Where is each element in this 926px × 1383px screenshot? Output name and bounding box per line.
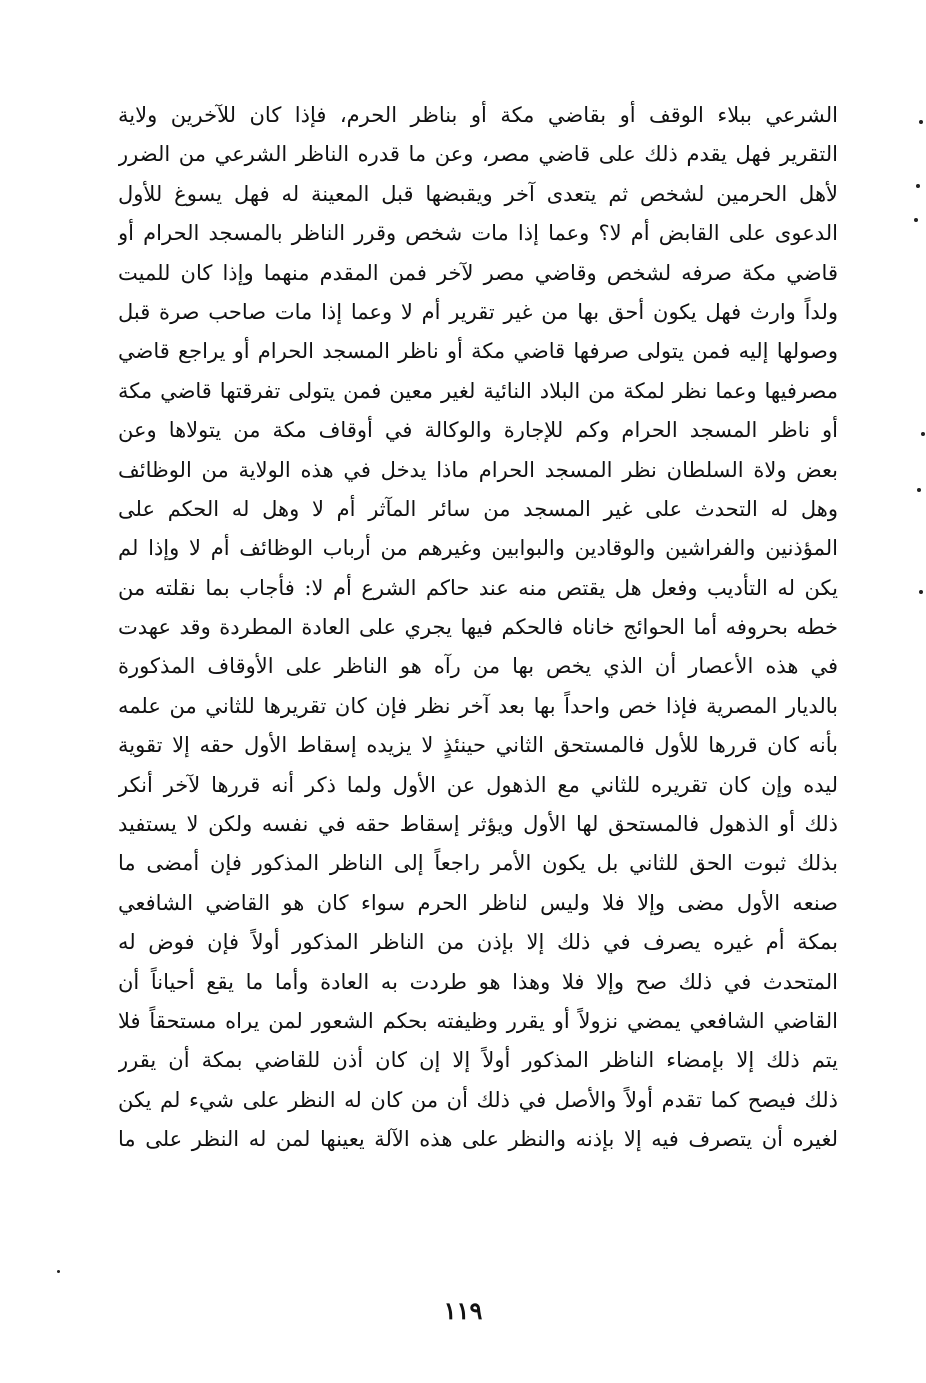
text-line: ذلك أو الذهول فالمستحق لها الأول ويؤثر إسقاط حقه في نفسه ولكن لا يستفيد <box>118 812 838 837</box>
text-line: بمكة أم غيره يصرف في ذلك إلا بإذن من الناظر المذكور أولاً فإن فوض له <box>118 930 838 955</box>
text-line: بعض ولاة السلطان نظر المسجد الحرام ماذا يدخل في هذه الولاية من الوظائف <box>118 457 838 482</box>
text-line: يكن له التأديب وفعل هل يقتص منه عند حاكم الشرع أم لا: فأجاب بما نقلته من <box>118 575 838 600</box>
text-line: المؤذنين والفراشين والوقادين والبوابين وغيرهم من أرباب الوظائف أم لا وإذا لم <box>118 536 838 561</box>
text-line: بأنه كان قررها للأول فالمستحق الثاني حينئذٍ لا يزيده إسقاط الأول حقه إلا تقوية <box>118 733 838 758</box>
text-line: لغيره أن يتصرف فيه إلا بإذنه والنظر على هذه الآلة يعينها لمن له النظر على ما <box>118 1127 838 1152</box>
text-line: وهل له التحدث على غير المسجد من سائر المآثر أم لا وهل له الحكم على <box>118 496 838 521</box>
text-line: خطه بحروفه أما الحوائج خاناه فالحكم فيها يجري على العادة المطردة وقد عهدت <box>118 615 838 640</box>
text-line: بالديار المصرية فإذا خص واحداً بها بعد آخر نظر فإن كان تقريرها للثاني من علمه <box>118 693 838 718</box>
text-line: التقرير فهل يقدم ذلك على قاضي مصر، وعن ما قدره الناظر الشرعي من الضرر <box>118 142 838 167</box>
scan-speck <box>921 432 925 436</box>
text-line: مصرفيها وعما نظر لمكة من البلاد النائية لغير معين فمن يتولى تفرقتها قاضي مكة <box>118 378 838 403</box>
body-text <box>118 96 838 1160</box>
text-line: ليده وإن كان تقريره للثاني مع الذهول عن الأول ولما ذكر أنه قررها لآخر أنكر <box>118 772 838 797</box>
text-line: صنعه الأول مضى وإلا فلا وليس لناظر الحرم سواء كان هو القاضي الشافعي <box>118 890 838 915</box>
text-line: المتحدث في ذلك صح وإلا فلا وهذا هو طردت به العادة وأما ما يقع أحياناً أن <box>118 969 838 994</box>
text-line: أو ناظر المسجد الحرام وكم للإجارة والوكالة في أوقاف مكة من يتولاها وعن <box>118 418 838 443</box>
text-line: يتم ذلك إلا بإمضاء الناظر المذكور أولاً إلا إن كان أذن للقاضي بمكة أن يقرر <box>118 1048 838 1073</box>
text-line: ولداً وارث فهل يكون أحق بها من غير تقرير أم لا وعما إذا مات صاحب صرة قبل <box>118 299 838 324</box>
text-line: الشرعي ببلاء الوقف أو بقاضي مكة أو بناظر الحرم، فإذا كان للآخرين ولاية <box>118 103 838 127</box>
scan-speck <box>917 488 921 492</box>
text-line: لأهل الحرمين لشخص ثم يتعدى آخر ويقبضها قبل المعينة له فهل يسوغ للأول <box>118 181 838 206</box>
text-line: وصولها إليه فمن يتولى صرفها قاضي مكة أو ناظر المسجد الحرام أو يراجع قاضي <box>118 339 838 364</box>
scan-speck <box>916 184 920 188</box>
page-number: ١١٩ <box>443 1296 483 1325</box>
scan-speck <box>914 218 918 222</box>
text-line: ذلك فيصح كما تقدم أولاً والأصل في ذلك أن من كان له النظر على شيء لم يكن <box>118 1087 838 1112</box>
scan-speck <box>919 590 923 594</box>
scan-speck <box>57 1270 60 1273</box>
text-line: بذلك ثبوت الحق للثاني بل يكون الأمر راجعاً إلى الناظر المذكور فإن أمضى ما <box>118 851 838 876</box>
text-line: الدعوى على القابض أم لا؟ وعما إذا مات شخص وقرر الناظر بالمسجد الحرام أو <box>118 221 838 246</box>
scan-speck <box>919 120 923 124</box>
text-line: قاضي مكة صرفه لشخص وقاضي مصر لآخر فمن المقدم منهما وإذا كان للميت <box>118 260 838 285</box>
text-line: في هذه الأعصار أن الذي يخص بها من رآه هو الناظر على الأوقاف المذكورة <box>118 654 838 679</box>
text-line: القاضي الشافعي يمضي نزولاً أو يقرر وظيفته بحكم الشعور لمن يراه مستحقاً فلا <box>118 1008 838 1033</box>
